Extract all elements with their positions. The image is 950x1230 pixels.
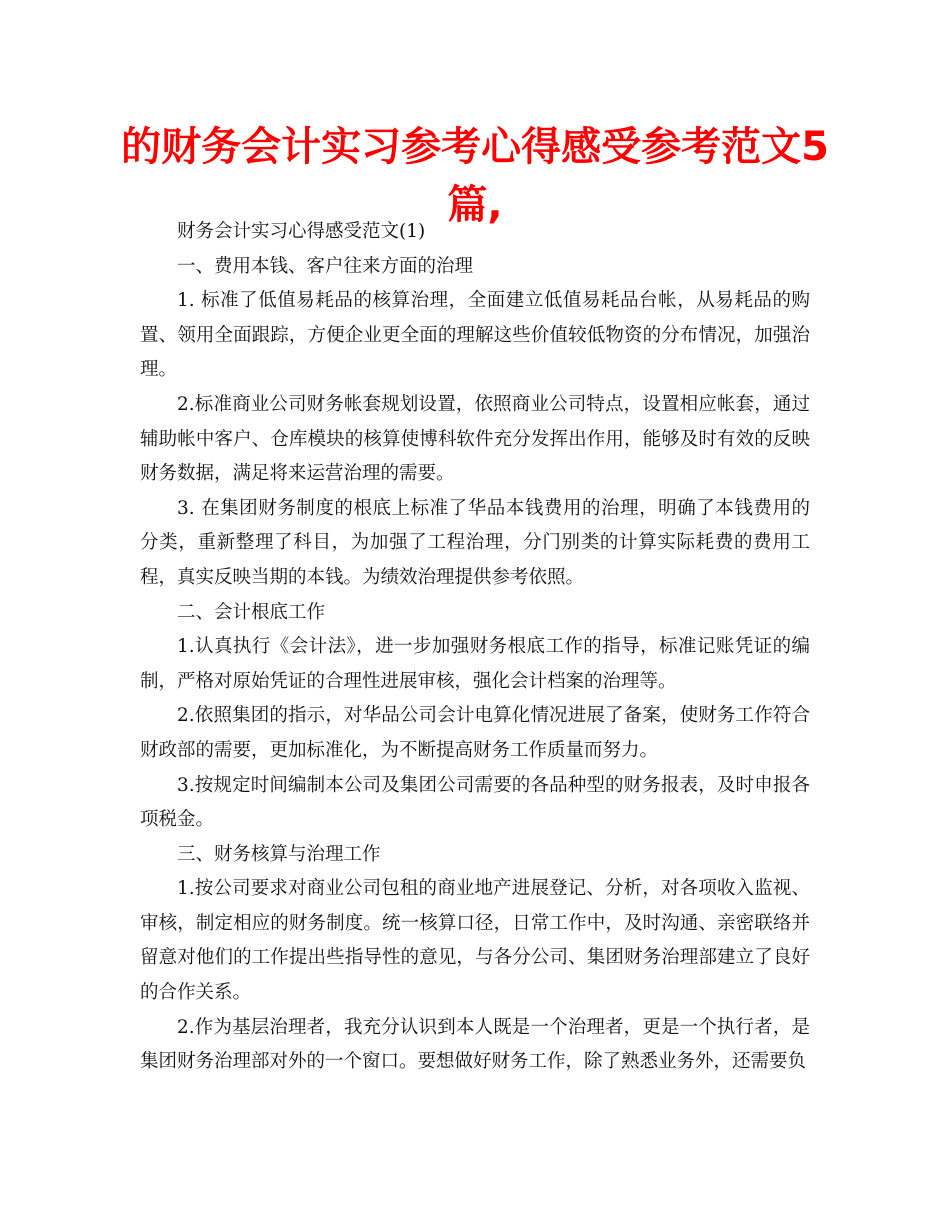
document-title: 的财务会计实习参考心得感受参考范文5篇, [121, 124, 829, 228]
paragraph: 2.标准商业公司财务帐套规划设置，依照商业公司特点，设置相应帐套，通过辅助帐中客户、仓库模块的核算使博科软件充分发挥出作用，能够及时有效的反映财务数据，满足将来运营治理的需要。 [140, 393, 810, 485]
section-heading-3: 三、财务核算与治理工作 [177, 843, 381, 865]
paragraph: 1. 标准了低值易耗品的核算治理，全面建立低值易耗品台帐，从易耗品的购置、领用全面跟踪，方便企业更全面的理解这些价值较低物资的分布情况，加强治理。 [140, 290, 810, 381]
paragraph: 1.按公司要求对商业公司包租的商业地产进展登记、分析，对各项收入监视、审核，制定相应的财务制度。统一核算口径，日常工作中，及时沟通、亲密联络并留意对他们的工作提出些指导性的意见，与各分公司、集团财务治理部建立了良好的合作关系。 [140, 878, 810, 1004]
paragraph: 2.依照集团的指示，对华品公司会计电算化情况进展了备案，使财务工作符合财政部的需要，更加标准化，为不断提高财务工作质量而努力。 [140, 705, 810, 761]
paragraph: 1.认真执行《会计法》，进一步加强财务根底工作的指导，标准记账凭证的编制，严格对原始凭证的合理性进展审核，强化会计档案的治理等。 [140, 636, 810, 692]
paragraph: 3. 在集团财务制度的根底上标准了华品本钱费用的治理，明确了本钱费用的分类，重新整理了科目，为加强了工程治理，分门别类的计算实际耗费的费用工程，真实反映当期的本钱。为绩效治理提供参考依照。 [140, 497, 810, 588]
paragraph: 3.按规定时间编制本公司及集团公司需要的各品种型的财务报表，及时申报各项税金。 [140, 774, 810, 831]
document-body [140, 215, 810, 1080]
section-heading-1: 一、费用本钱、客户往来方面的治理 [177, 255, 474, 277]
section-heading-2: 二、会计根底工作 [177, 601, 326, 623]
paragraph-subtitle: 财务会计实习心得感受范文(1) [177, 221, 426, 242]
paragraph: 2.作为基层治理者，我充分认识到本人既是一个治理者，更是一个执行者，是集团财务治理部对外的一个窗口。要想做好财务工作，除了熟悉业务外，还需要负 [140, 1016, 810, 1073]
